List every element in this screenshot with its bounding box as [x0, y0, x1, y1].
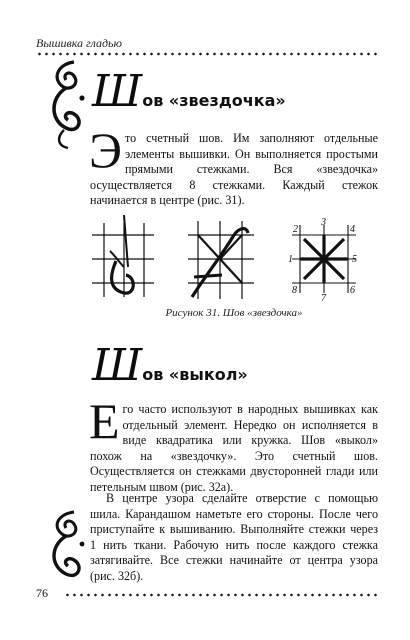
scroll-ornament-icon: [44, 58, 88, 150]
figure-caption: Рисунок 31. Шов «звездочка»: [165, 307, 303, 319]
figure-label: 3: [321, 217, 326, 228]
section1-heading: [92, 66, 286, 117]
drop-cap: Е: [89, 393, 120, 449]
paragraph-text: то счетный шов. Им заполняют отдельные элементы вышивки. Он выполняется простыми прямыми стежками. Вся «звездочка» осуществляется 8 стежками. Каждый стежок начинается в центре (рис. 31).: [90, 131, 378, 208]
heading-text: ов «выкол»: [142, 365, 248, 384]
section2-paragraph-2: В центре узора сделайте отверстие с помощью шила. Карандашом наметьте его стороны. После чего приступайте к вышиванию. Выполняйте стежки через 1 нить ткани. Рабочую нить после каждого стежка затягивайте. Все стежки начинайте от центра узора (рис. 32б).: [90, 491, 378, 583]
bottom-dotted-rule: [64, 593, 380, 597]
figure-label: 4: [350, 224, 355, 235]
heading-text: ов «звездочка»: [142, 91, 286, 110]
heading-initial: Ш: [92, 66, 141, 117]
top-dotted-rule: [36, 52, 380, 56]
section2-paragraph-1: [89, 393, 378, 496]
figure-label: 7: [321, 293, 326, 304]
grid-c: [292, 225, 356, 293]
heading-initial: Ш: [92, 340, 141, 391]
running-head: Вышивка гладью: [36, 36, 122, 50]
figure-label: 8: [292, 285, 297, 296]
drop-cap: Э: [89, 122, 123, 178]
grid-b: [188, 221, 254, 299]
section1-paragraph: [89, 122, 378, 209]
figure-label: 5: [352, 254, 357, 265]
figure-label: 1: [288, 254, 293, 265]
scroll-ornament-icon: [44, 508, 88, 588]
page-number: 76: [36, 586, 48, 600]
paragraph-text: го часто используют в народных вышивках как отдельный элемент. Нередко он исполняется в виде квадратика или кружка. Шов «выкол» похож на «звездочку». Это счетный шов. Осуществляется он стежками двусторонней глади или петельным швом (рис. 32а).: [90, 402, 378, 494]
figure-label: 2: [293, 224, 298, 235]
figure-31: [90, 215, 378, 305]
figure-label: 6: [350, 285, 355, 296]
section2-heading: [92, 340, 248, 391]
grid-a: [92, 215, 154, 297]
